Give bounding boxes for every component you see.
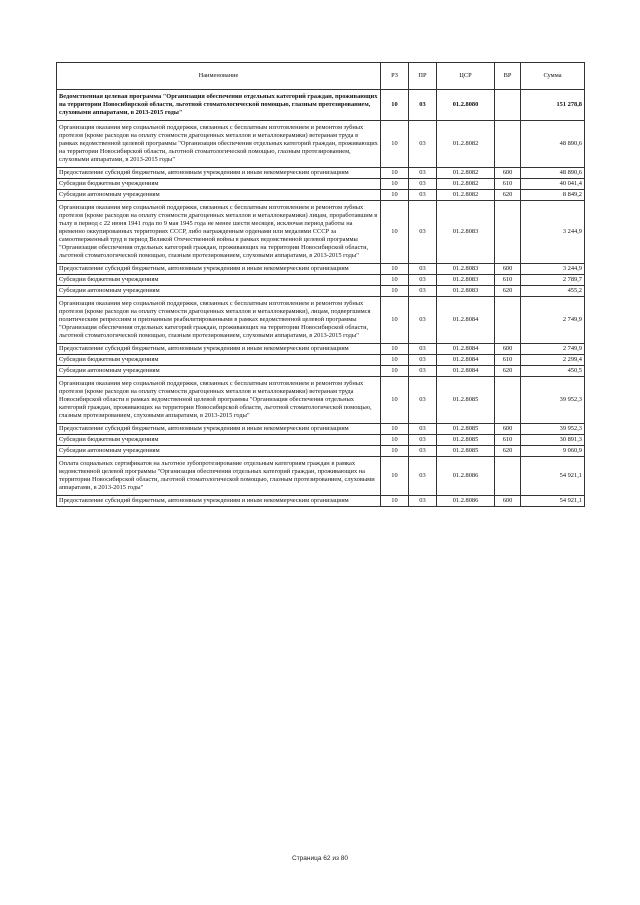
cell-sum: 2 789,7 — [521, 275, 585, 286]
cell-vr: 600 — [495, 344, 521, 355]
cell-vr — [495, 201, 521, 264]
cell-name: Организация оказания мер социальной поддержки, связанных с бесплатным изготовлением и ремонтом зубных протезов (кроме расходов на оплату стоимости драгоценных металлов и металлокерамики) лицам, проработавшим в тылу в период с 22 июня 1941 года по 9 мая 1945 года не менее шести месяцев, исключая период работы на временно оккупированных территориях СССР, либо награжденным орденами или медалями СССР за самоотверженный труд в период Великой Отечественной войны в рамках ведомственной целевой программы "Организация обеспечения отдельных категорий граждан, проживающих на территории Новосибирской области, льготной стоматологической помощью, глазным протезированием, слуховыми аппаратами, в 2013-2015 годы" — [57, 201, 381, 264]
table-row — [57, 179, 585, 190]
cell-rz: 10 — [381, 496, 409, 507]
cell-sum: 3 244,9 — [521, 201, 585, 264]
cell-rz: 10 — [381, 201, 409, 264]
cell-name: Субсидии автономным учреждениям — [57, 190, 381, 201]
cell-pr: 03 — [409, 168, 437, 179]
cell-rz: 10 — [381, 457, 409, 496]
cell-csr: 01.2.8082 — [437, 168, 495, 179]
table-row — [57, 435, 585, 446]
table-row — [57, 190, 585, 201]
cell-vr: 610 — [495, 435, 521, 446]
budget-sheet — [56, 62, 584, 507]
table-row — [57, 201, 585, 264]
cell-rz: 10 — [381, 179, 409, 190]
cell-vr: 610 — [495, 179, 521, 190]
cell-vr — [495, 377, 521, 424]
cell-vr: 610 — [495, 355, 521, 366]
cell-name: Организация оказания мер социальной поддержки, связанных с бесплатным изготовлением и ремонтом зубных протезов (кроме расходов на оплату стоимости драгоценных металлов и металлокерамики) ветеранам труда Новосибирской области в рамках ведомственной целевой программы "Организация обеспечения отдельных категорий граждан, проживающих на территории Новосибирской области, льготной стоматологической помощью, глазным протезированием, слуховыми аппаратами, в 2013-2015 годы" — [57, 377, 381, 424]
cell-pr: 03 — [409, 435, 437, 446]
cell-pr: 03 — [409, 344, 437, 355]
cell-rz: 10 — [381, 435, 409, 446]
cell-csr: 01.2.8084 — [437, 297, 495, 344]
table-row — [57, 366, 585, 377]
table-row — [57, 496, 585, 507]
cell-vr: 620 — [495, 446, 521, 457]
cell-name: Субсидии автономным учреждениям — [57, 366, 381, 377]
cell-rz: 10 — [381, 297, 409, 344]
cell-rz: 10 — [381, 344, 409, 355]
cell-name: Предоставление субсидий бюджетным, автономным учреждениям и иным некоммерческим организациям — [57, 496, 381, 507]
cell-name: Предоставление субсидий бюджетным, автономным учреждениям и иным некоммерческим организациям — [57, 344, 381, 355]
cell-pr: 03 — [409, 90, 437, 121]
cell-csr: 01.2.8084 — [437, 355, 495, 366]
cell-pr: 03 — [409, 355, 437, 366]
cell-sum: 54 921,1 — [521, 496, 585, 507]
header-sum: Сумма — [521, 63, 585, 90]
cell-sum: 2 299,4 — [521, 355, 585, 366]
cell-csr: 01.2.8084 — [437, 366, 495, 377]
cell-vr: 620 — [495, 366, 521, 377]
cell-name: Субсидии бюджетным учреждениям — [57, 275, 381, 286]
cell-name: Оплата социальных сертификатов на льготное зубопротезирование отдельным категориям граждан в рамках ведомственной целевой программы "Организация обеспечения отдельных категорий граждан, проживающих на территории Новосибирской области, льготной стоматологической помощью, глазным протезированием, слуховыми аппаратами, в 2013-2015 годы" — [57, 457, 381, 496]
cell-rz: 10 — [381, 446, 409, 457]
table-row — [57, 424, 585, 435]
cell-pr: 03 — [409, 121, 437, 168]
cell-rz: 10 — [381, 90, 409, 121]
cell-vr: 620 — [495, 190, 521, 201]
cell-vr — [495, 457, 521, 496]
cell-csr: 01.2.8085 — [437, 377, 495, 424]
cell-name: Субсидии автономным учреждениям — [57, 286, 381, 297]
cell-sum: 48 890,6 — [521, 168, 585, 179]
cell-rz: 10 — [381, 264, 409, 275]
cell-rz: 10 — [381, 275, 409, 286]
cell-vr: 600 — [495, 424, 521, 435]
cell-sum: 8 849,2 — [521, 190, 585, 201]
cell-sum: 30 891,3 — [521, 435, 585, 446]
cell-rz: 10 — [381, 121, 409, 168]
cell-csr: 01.2.8086 — [437, 496, 495, 507]
cell-pr: 03 — [409, 190, 437, 201]
cell-name: Субсидии бюджетным учреждениям — [57, 179, 381, 190]
cell-sum: 39 952,3 — [521, 377, 585, 424]
header-name: Наименование — [57, 63, 381, 90]
cell-rz: 10 — [381, 168, 409, 179]
cell-name: Субсидии бюджетным учреждениям — [57, 355, 381, 366]
cell-rz: 10 — [381, 286, 409, 297]
cell-name: Предоставление субсидий бюджетным, автономным учреждениям и иным некоммерческим организациям — [57, 168, 381, 179]
cell-csr: 01.2.8085 — [437, 446, 495, 457]
cell-csr: 01.2.8083 — [437, 201, 495, 264]
cell-vr — [495, 121, 521, 168]
cell-sum: 9 060,9 — [521, 446, 585, 457]
cell-name: Субсидии бюджетным учреждениям — [57, 435, 381, 446]
cell-csr: 01.2.8086 — [437, 457, 495, 496]
table-row — [57, 168, 585, 179]
header-pr: ПР — [409, 63, 437, 90]
cell-pr: 03 — [409, 366, 437, 377]
cell-sum: 48 890,6 — [521, 121, 585, 168]
cell-csr: 01.2.8082 — [437, 190, 495, 201]
cell-sum: 450,5 — [521, 366, 585, 377]
cell-name: Ведомственная целевая программа "Организация обеспечения отдельных категорий граждан, проживающих на территории Новосибирской области, льготной стоматологической помощью, глазным протезированием, слуховыми аппаратами, в 2013-2015 годы" — [57, 90, 381, 121]
table-row — [57, 264, 585, 275]
cell-csr: 01.2.8082 — [437, 179, 495, 190]
cell-pr: 03 — [409, 297, 437, 344]
cell-vr: 620 — [495, 286, 521, 297]
cell-csr: 01.2.8082 — [437, 121, 495, 168]
cell-name: Организация оказания мер социальной поддержки, связанных с бесплатным изготовлением и ремонтом зубных протезов (кроме расходов на оплату стоимости драгоценных металлов и металлокерамики) ветеранам труда в рамках ведомственной целевой программы "Организация обеспечения отдельных категорий граждан, проживающих на территории Новосибирской области, льготной стоматологической помощью, глазным протезированием, слуховыми аппаратами, в 2013-2015 годы" — [57, 121, 381, 168]
cell-vr: 610 — [495, 275, 521, 286]
cell-name: Предоставление субсидий бюджетным, автономным учреждениям и иным некоммерческим организациям — [57, 424, 381, 435]
cell-pr: 03 — [409, 496, 437, 507]
cell-name: Организация оказания мер социальной поддержки, связанных с бесплатным изготовлением и ремонтом зубных протезов (кроме расходов на оплату стоимости драгоценных металлов и металлокерамики), лицам, подвергшимся политическим репрессиям и признанным реабилитированными в рамках ведомственной целевой программы "Организация обеспечения отдельных категорий граждан, проживающих на территории Новосибирской области, льготной стоматологической помощью, глазным протезированием, слуховыми аппаратами, в 2013-2015 годы" — [57, 297, 381, 344]
cell-sum: 39 952,3 — [521, 424, 585, 435]
table-row — [57, 286, 585, 297]
table-row — [57, 457, 585, 496]
header-vr: ВР — [495, 63, 521, 90]
cell-rz: 10 — [381, 366, 409, 377]
cell-name: Субсидии автономным учреждениям — [57, 446, 381, 457]
cell-csr: 01.2.8083 — [437, 275, 495, 286]
table-row — [57, 275, 585, 286]
cell-rz: 10 — [381, 190, 409, 201]
table-row — [57, 121, 585, 168]
table-row — [57, 377, 585, 424]
cell-rz: 10 — [381, 377, 409, 424]
cell-csr: 01.2.8084 — [437, 344, 495, 355]
cell-rz: 10 — [381, 424, 409, 435]
table-row — [57, 355, 585, 366]
cell-pr: 03 — [409, 446, 437, 457]
cell-sum: 54 921,1 — [521, 457, 585, 496]
table-row — [57, 297, 585, 344]
table-row — [57, 90, 585, 121]
cell-pr: 03 — [409, 264, 437, 275]
table-row — [57, 344, 585, 355]
cell-vr: 600 — [495, 168, 521, 179]
cell-pr: 03 — [409, 457, 437, 496]
cell-csr: 01.2.8083 — [437, 264, 495, 275]
cell-sum: 40 041,4 — [521, 179, 585, 190]
cell-rz: 10 — [381, 355, 409, 366]
cell-pr: 03 — [409, 424, 437, 435]
cell-vr: 600 — [495, 496, 521, 507]
cell-pr: 03 — [409, 275, 437, 286]
cell-vr — [495, 297, 521, 344]
cell-vr: 600 — [495, 264, 521, 275]
cell-sum: 455,2 — [521, 286, 585, 297]
cell-csr: 01.2.8085 — [437, 424, 495, 435]
header-csr: ЦСР — [437, 63, 495, 90]
cell-pr: 03 — [409, 201, 437, 264]
cell-sum: 2 749,9 — [521, 344, 585, 355]
cell-csr: 01.2.8080 — [437, 90, 495, 121]
cell-csr: 01.2.8085 — [437, 435, 495, 446]
cell-csr: 01.2.8083 — [437, 286, 495, 297]
table-header-row — [57, 63, 585, 90]
cell-name: Предоставление субсидий бюджетным, автономным учреждениям и иным некоммерческим организациям — [57, 264, 381, 275]
cell-vr — [495, 90, 521, 121]
header-rz: РЗ — [381, 63, 409, 90]
budget-table — [56, 62, 585, 507]
cell-sum: 2 749,9 — [521, 297, 585, 344]
table-row — [57, 446, 585, 457]
cell-pr: 03 — [409, 286, 437, 297]
cell-pr: 03 — [409, 179, 437, 190]
cell-sum: 151 278,8 — [521, 90, 585, 121]
cell-pr: 03 — [409, 377, 437, 424]
page-number: Страница 62 из 80 — [292, 855, 348, 862]
cell-sum: 3 244,9 — [521, 264, 585, 275]
